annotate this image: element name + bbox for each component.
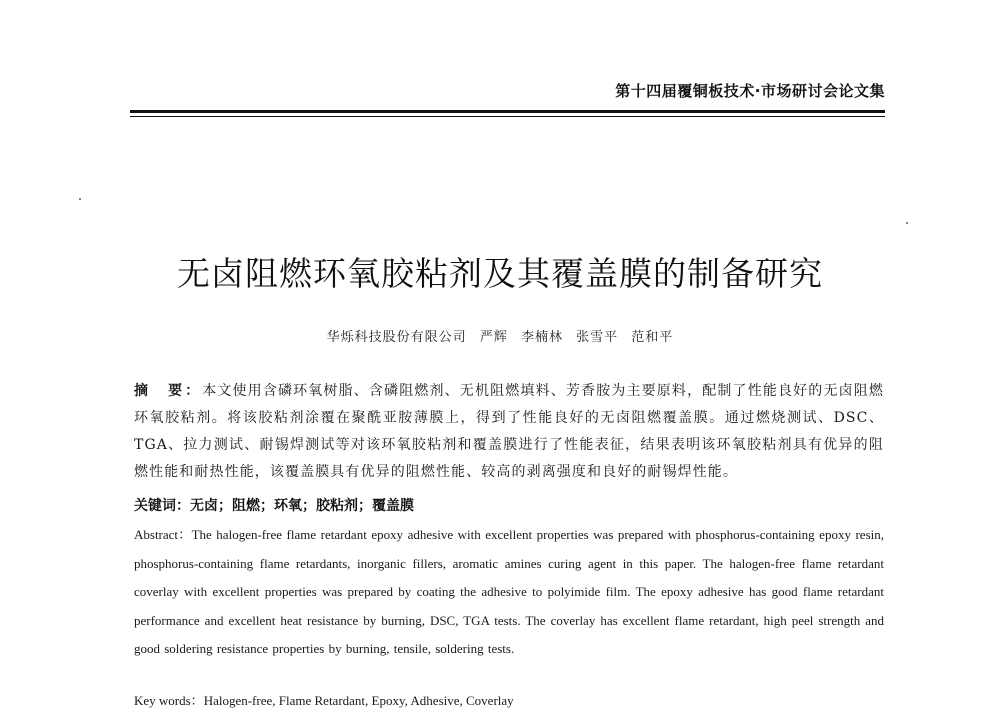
author-line — [0, 326, 1000, 345]
scan-speck — [79, 198, 81, 200]
abstract-cn-text: 本文使用含磷环氧树脂、含磷阻燃剂、无机阻燃填料、芳香胺为主要原料，配制了性能良好的无卤阻燃环氧胶粘剂。将该胶粘剂涂覆在聚酰亚胺薄膜上，得到了性能良好的无卤阻燃覆盖膜。通过燃烧测试、DSC、TGA、拉力测试、耐锡焊测试等对该环氧胶粘剂和覆盖膜进行了性能表征，结果表明该环氧胶粘剂具有优异的阻燃性能和耐热性能，该覆盖膜具有优异的阻燃性能、较高的剥离强度和良好的耐锡焊性能。 — [134, 383, 885, 480]
abstract-chinese — [134, 378, 884, 486]
author-name: 严辉 — [479, 330, 508, 345]
proceedings-header: 第十四届覆铜板技术·市场研讨会论文集 — [615, 82, 885, 100]
keywords-chinese — [134, 495, 414, 515]
scan-speck — [906, 222, 908, 224]
paper-title: 无卤阻燃环氧胶粘剂及其覆盖膜的制备研究 — [177, 254, 823, 293]
keywords-cn-text: 无卤；阻燃；环氧；胶粘剂；覆盖膜 — [190, 498, 414, 514]
keywords-cn-label: 关键词： — [134, 498, 190, 514]
affiliation: 华烁科技股份有限公司 — [326, 330, 467, 345]
author-name: 张雪平 — [576, 330, 619, 345]
author-name: 范和平 — [631, 330, 674, 345]
author-name: 李楠林 — [520, 330, 563, 345]
abstract-english — [134, 521, 884, 664]
abstract-en-text: The halogen-free flame retardant epoxy adhesive with excellent properties was prepared with phosphorus-containing epoxy resin, phosphorus-containing flame retardants, inorganic fillers, aromatic amines curing agent in this paper. The halogen-free flame retardant coverlay with excellent properties was prepared by coating the adhesive to polyimide film. The epoxy adhesive has good flame retardant performance and excellent heat resistance by burning, DSC, TGA tests. The coverlay has excellent flame retardant, high peel strength and good soldering resistance properties by burning, tensile, soldering tests. — [134, 527, 884, 656]
keywords-en-text: Halogen-free, Flame Retardant, Epoxy, Adhesive, Coverlay — [203, 693, 514, 708]
keywords-english — [134, 690, 514, 709]
abstract-cn-label: 摘 要： — [134, 383, 203, 399]
keywords-en-label: Key words： — [134, 693, 204, 708]
header-rule-thin — [130, 116, 885, 117]
abstract-en-label: Abstract： — [134, 527, 192, 542]
header-rule-thick — [130, 110, 885, 113]
